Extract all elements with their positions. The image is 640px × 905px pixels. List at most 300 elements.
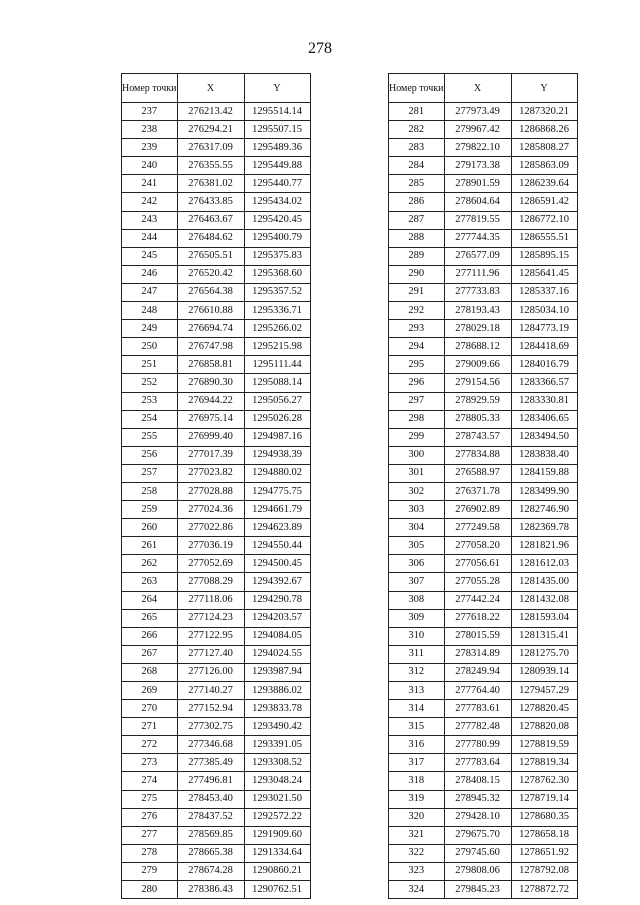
y-coordinate-cell: 1295056.27 (244, 392, 310, 410)
y-coordinate-cell: 1294775.75 (244, 482, 310, 500)
table-row (389, 338, 578, 356)
table-row (122, 501, 311, 519)
y-coordinate-cell: 1278819.59 (511, 736, 577, 754)
point-number-cell: 262 (122, 555, 178, 573)
table-row (389, 175, 578, 193)
point-number-cell: 295 (389, 356, 445, 374)
y-coordinate-cell: 1294084.05 (244, 627, 310, 645)
table-body (389, 103, 578, 899)
y-coordinate-cell: 1295266.02 (244, 320, 310, 338)
x-coordinate-cell: 278945.32 (444, 790, 511, 808)
point-number-cell: 245 (122, 247, 178, 265)
point-number-cell: 270 (122, 700, 178, 718)
x-coordinate-cell: 277783.61 (444, 700, 511, 718)
table-row (389, 283, 578, 301)
table-row (389, 627, 578, 645)
point-number-cell: 287 (389, 211, 445, 229)
point-number-cell: 240 (122, 157, 178, 175)
x-coordinate-cell: 278665.38 (177, 844, 244, 862)
table-row (122, 211, 311, 229)
x-coordinate-cell: 276564.38 (177, 283, 244, 301)
point-number-cell: 320 (389, 808, 445, 826)
point-number-cell: 259 (122, 501, 178, 519)
x-coordinate-cell: 279845.23 (444, 881, 511, 899)
x-coordinate-cell: 276520.42 (177, 265, 244, 283)
x-coordinate-cell: 278029.18 (444, 320, 511, 338)
point-number-cell: 249 (122, 320, 178, 338)
y-coordinate-cell: 1293987.94 (244, 663, 310, 681)
point-number-cell: 324 (389, 881, 445, 899)
x-coordinate-cell: 277744.35 (444, 229, 511, 247)
x-coordinate-cell: 277118.06 (177, 591, 244, 609)
table-row (389, 844, 578, 862)
point-number-cell: 307 (389, 573, 445, 591)
y-coordinate-cell: 1293021.50 (244, 790, 310, 808)
x-coordinate-cell: 277088.29 (177, 573, 244, 591)
x-coordinate-cell: 277124.23 (177, 609, 244, 627)
table-row (389, 392, 578, 410)
x-coordinate-cell: 277023.82 (177, 464, 244, 482)
table-row (389, 718, 578, 736)
y-coordinate-cell: 1283838.40 (511, 446, 577, 464)
y-coordinate-cell: 1295215.98 (244, 338, 310, 356)
table-row (389, 609, 578, 627)
table-row (389, 428, 578, 446)
table-row (122, 718, 311, 736)
x-coordinate-cell: 277126.00 (177, 663, 244, 681)
point-number-cell: 285 (389, 175, 445, 193)
point-number-cell: 315 (389, 718, 445, 736)
y-coordinate-cell: 1281612.03 (511, 555, 577, 573)
y-coordinate-cell: 1295336.71 (244, 302, 310, 320)
table-row (389, 772, 578, 790)
point-number-cell: 243 (122, 211, 178, 229)
table-row (122, 121, 311, 139)
x-coordinate-cell: 279745.60 (444, 844, 511, 862)
y-coordinate-cell: 1293833.78 (244, 700, 310, 718)
y-coordinate-cell: 1291334.64 (244, 844, 310, 862)
table-row (389, 302, 578, 320)
point-number-cell: 239 (122, 139, 178, 157)
point-number-cell: 253 (122, 392, 178, 410)
point-number-cell: 267 (122, 645, 178, 663)
point-number-cell: 260 (122, 519, 178, 537)
x-coordinate-cell: 277973.49 (444, 103, 511, 121)
point-number-cell: 296 (389, 374, 445, 392)
point-number-cell: 257 (122, 464, 178, 482)
point-number-cell: 294 (389, 338, 445, 356)
x-coordinate-cell: 277783.64 (444, 754, 511, 772)
y-coordinate-cell: 1283330.81 (511, 392, 577, 410)
table-row (389, 754, 578, 772)
point-number-cell: 251 (122, 356, 178, 374)
point-number-cell: 263 (122, 573, 178, 591)
table-row (122, 555, 311, 573)
table-row (122, 283, 311, 301)
point-number-cell: 297 (389, 392, 445, 410)
point-number-cell: 317 (389, 754, 445, 772)
point-number-cell: 300 (389, 446, 445, 464)
table-row (122, 229, 311, 247)
y-coordinate-cell: 1285895.15 (511, 247, 577, 265)
table-row (122, 247, 311, 265)
y-coordinate-cell: 1278651.92 (511, 844, 577, 862)
y-coordinate-cell: 1278872.72 (511, 881, 577, 899)
x-coordinate-cell: 277036.19 (177, 537, 244, 555)
table-row (122, 139, 311, 157)
table-row (122, 392, 311, 410)
header-point-number: Номер точки (389, 74, 445, 103)
point-number-cell: 283 (389, 139, 445, 157)
point-number-cell: 306 (389, 555, 445, 573)
table-row (122, 265, 311, 283)
point-number-cell: 293 (389, 320, 445, 338)
point-number-cell: 309 (389, 609, 445, 627)
y-coordinate-cell: 1294938.39 (244, 446, 310, 464)
x-coordinate-cell: 277733.83 (444, 283, 511, 301)
point-number-cell: 271 (122, 718, 178, 736)
x-coordinate-cell: 276588.97 (444, 464, 511, 482)
table-row (122, 790, 311, 808)
x-coordinate-cell: 277249.58 (444, 519, 511, 537)
point-number-cell: 237 (122, 103, 178, 121)
y-coordinate-cell: 1284773.19 (511, 320, 577, 338)
point-number-cell: 244 (122, 229, 178, 247)
x-coordinate-cell: 277442.24 (444, 591, 511, 609)
point-number-cell: 258 (122, 482, 178, 500)
table-row (389, 573, 578, 591)
table-row (389, 320, 578, 338)
x-coordinate-cell: 276944.22 (177, 392, 244, 410)
x-coordinate-cell: 279808.06 (444, 862, 511, 880)
table-row (122, 338, 311, 356)
table-row (122, 754, 311, 772)
x-coordinate-cell: 276484.62 (177, 229, 244, 247)
x-coordinate-cell: 276890.30 (177, 374, 244, 392)
table-row (389, 501, 578, 519)
x-coordinate-cell: 279428.10 (444, 808, 511, 826)
point-number-cell: 247 (122, 283, 178, 301)
x-coordinate-cell: 278569.85 (177, 826, 244, 844)
table-row (122, 627, 311, 645)
table-row (389, 663, 578, 681)
table-row (122, 808, 311, 826)
x-coordinate-cell: 278015.59 (444, 627, 511, 645)
point-number-cell: 254 (122, 410, 178, 428)
x-coordinate-cell: 276505.51 (177, 247, 244, 265)
point-number-cell: 277 (122, 826, 178, 844)
y-coordinate-cell: 1295420.45 (244, 211, 310, 229)
point-number-cell: 322 (389, 844, 445, 862)
point-number-cell: 289 (389, 247, 445, 265)
x-coordinate-cell: 276858.81 (177, 356, 244, 374)
table-row (389, 410, 578, 428)
x-coordinate-cell: 278408.15 (444, 772, 511, 790)
point-number-cell: 319 (389, 790, 445, 808)
point-number-cell: 276 (122, 808, 178, 826)
y-coordinate-cell: 1281821.96 (511, 537, 577, 555)
table-row (122, 157, 311, 175)
x-coordinate-cell: 277111.96 (444, 265, 511, 283)
y-coordinate-cell: 1278658.18 (511, 826, 577, 844)
table-row (389, 446, 578, 464)
coordinates-table-left (121, 73, 311, 899)
x-coordinate-cell: 279173.38 (444, 157, 511, 175)
y-coordinate-cell: 1284159.88 (511, 464, 577, 482)
table-row (389, 157, 578, 175)
y-coordinate-cell: 1286772.10 (511, 211, 577, 229)
y-coordinate-cell: 1283366.57 (511, 374, 577, 392)
table-row (389, 826, 578, 844)
x-coordinate-cell: 277017.39 (177, 446, 244, 464)
x-coordinate-cell: 277152.94 (177, 700, 244, 718)
y-coordinate-cell: 1281435.00 (511, 573, 577, 591)
x-coordinate-cell: 277782.48 (444, 718, 511, 736)
x-coordinate-cell: 276999.40 (177, 428, 244, 446)
y-coordinate-cell: 1278820.08 (511, 718, 577, 736)
x-coordinate-cell: 277302.75 (177, 718, 244, 736)
x-coordinate-cell: 279675.70 (444, 826, 511, 844)
x-coordinate-cell: 277346.68 (177, 736, 244, 754)
header-point-number: Номер точки (122, 74, 178, 103)
x-coordinate-cell: 278604.64 (444, 193, 511, 211)
x-coordinate-cell: 276381.02 (177, 175, 244, 193)
x-coordinate-cell: 278929.59 (444, 392, 511, 410)
x-coordinate-cell: 278805.33 (444, 410, 511, 428)
point-number-cell: 286 (389, 193, 445, 211)
table-row (389, 482, 578, 500)
table-row (122, 482, 311, 500)
y-coordinate-cell: 1292572.22 (244, 808, 310, 826)
table-row (122, 464, 311, 482)
y-coordinate-cell: 1293490.42 (244, 718, 310, 736)
point-number-cell: 310 (389, 627, 445, 645)
x-coordinate-cell: 277780.99 (444, 736, 511, 754)
table-row (389, 193, 578, 211)
point-number-cell: 308 (389, 591, 445, 609)
y-coordinate-cell: 1281593.04 (511, 609, 577, 627)
x-coordinate-cell: 277024.36 (177, 501, 244, 519)
y-coordinate-cell: 1286591.42 (511, 193, 577, 211)
x-coordinate-cell: 276213.42 (177, 103, 244, 121)
point-number-cell: 252 (122, 374, 178, 392)
y-coordinate-cell: 1295357.52 (244, 283, 310, 301)
y-coordinate-cell: 1295400.79 (244, 229, 310, 247)
y-coordinate-cell: 1285863.09 (511, 157, 577, 175)
table-header-row (389, 74, 578, 103)
point-number-cell: 273 (122, 754, 178, 772)
table-row (122, 519, 311, 537)
y-coordinate-cell: 1295514.14 (244, 103, 310, 121)
y-coordinate-cell: 1294392.67 (244, 573, 310, 591)
y-coordinate-cell: 1286868.26 (511, 121, 577, 139)
table-row (389, 537, 578, 555)
table-row (389, 808, 578, 826)
x-coordinate-cell: 277055.28 (444, 573, 511, 591)
y-coordinate-cell: 1295368.60 (244, 265, 310, 283)
y-coordinate-cell: 1284418.69 (511, 338, 577, 356)
table-row (122, 537, 311, 555)
y-coordinate-cell: 1283499.90 (511, 482, 577, 500)
y-coordinate-cell: 1291909.60 (244, 826, 310, 844)
x-coordinate-cell: 278386.43 (177, 881, 244, 899)
page-number: 278 (308, 40, 332, 57)
x-coordinate-cell: 278743.57 (444, 428, 511, 446)
point-number-cell: 265 (122, 609, 178, 627)
y-coordinate-cell: 1281275.70 (511, 645, 577, 663)
table-row (389, 645, 578, 663)
point-number-cell: 274 (122, 772, 178, 790)
table-row (389, 881, 578, 899)
y-coordinate-cell: 1294550.44 (244, 537, 310, 555)
table-row (122, 645, 311, 663)
y-coordinate-cell: 1287320.21 (511, 103, 577, 121)
y-coordinate-cell: 1284016.79 (511, 356, 577, 374)
x-coordinate-cell: 276294.21 (177, 121, 244, 139)
y-coordinate-cell: 1293886.02 (244, 682, 310, 700)
y-coordinate-cell: 1285641.45 (511, 265, 577, 283)
x-coordinate-cell: 277052.69 (177, 555, 244, 573)
point-number-cell: 284 (389, 157, 445, 175)
x-coordinate-cell: 277028.88 (177, 482, 244, 500)
table-row (122, 175, 311, 193)
y-coordinate-cell: 1281315.41 (511, 627, 577, 645)
table-row (122, 356, 311, 374)
point-number-cell: 250 (122, 338, 178, 356)
header-x: X (177, 74, 244, 103)
point-number-cell: 314 (389, 700, 445, 718)
header-y: Y (244, 74, 310, 103)
point-number-cell: 288 (389, 229, 445, 247)
y-coordinate-cell: 1294203.57 (244, 609, 310, 627)
y-coordinate-cell: 1286239.64 (511, 175, 577, 193)
y-coordinate-cell: 1280939.14 (511, 663, 577, 681)
table-row (389, 682, 578, 700)
table-row (122, 682, 311, 700)
x-coordinate-cell: 276694.74 (177, 320, 244, 338)
table-row (122, 573, 311, 591)
y-coordinate-cell: 1278719.14 (511, 790, 577, 808)
y-coordinate-cell: 1283406.65 (511, 410, 577, 428)
table-row (389, 121, 578, 139)
point-number-cell: 269 (122, 682, 178, 700)
x-coordinate-cell: 277496.81 (177, 772, 244, 790)
table-row (389, 103, 578, 121)
x-coordinate-cell: 276463.67 (177, 211, 244, 229)
point-number-cell: 292 (389, 302, 445, 320)
y-coordinate-cell: 1278792.08 (511, 862, 577, 880)
x-coordinate-cell: 278249.94 (444, 663, 511, 681)
y-coordinate-cell: 1295026.28 (244, 410, 310, 428)
x-coordinate-cell: 277122.95 (177, 627, 244, 645)
y-coordinate-cell: 1282369.78 (511, 519, 577, 537)
table-row (122, 446, 311, 464)
y-coordinate-cell: 1295489.36 (244, 139, 310, 157)
y-coordinate-cell: 1279457.29 (511, 682, 577, 700)
table-row (389, 591, 578, 609)
table-row (389, 862, 578, 880)
x-coordinate-cell: 276610.88 (177, 302, 244, 320)
table-row (389, 247, 578, 265)
point-number-cell: 312 (389, 663, 445, 681)
table-row (389, 139, 578, 157)
y-coordinate-cell: 1285034.10 (511, 302, 577, 320)
table-row (122, 428, 311, 446)
point-number-cell: 323 (389, 862, 445, 880)
table-row (389, 555, 578, 573)
table-row (389, 519, 578, 537)
y-coordinate-cell: 1293391.05 (244, 736, 310, 754)
table-row (122, 609, 311, 627)
point-number-cell: 238 (122, 121, 178, 139)
x-coordinate-cell: 277022.86 (177, 519, 244, 537)
y-coordinate-cell: 1295434.02 (244, 193, 310, 211)
y-coordinate-cell: 1278819.34 (511, 754, 577, 772)
table-row (122, 103, 311, 121)
y-coordinate-cell: 1285337.16 (511, 283, 577, 301)
table-row (122, 844, 311, 862)
table-row (122, 193, 311, 211)
point-number-cell: 298 (389, 410, 445, 428)
coordinates-table-right (388, 73, 578, 899)
y-coordinate-cell: 1295507.15 (244, 121, 310, 139)
table-row (122, 736, 311, 754)
x-coordinate-cell: 276577.09 (444, 247, 511, 265)
point-number-cell: 266 (122, 627, 178, 645)
point-number-cell: 281 (389, 103, 445, 121)
x-coordinate-cell: 278437.52 (177, 808, 244, 826)
table-row (389, 464, 578, 482)
table-row (122, 881, 311, 899)
x-coordinate-cell: 278674.28 (177, 862, 244, 880)
point-number-cell: 290 (389, 265, 445, 283)
x-coordinate-cell: 277385.49 (177, 754, 244, 772)
point-number-cell: 248 (122, 302, 178, 320)
x-coordinate-cell: 277140.27 (177, 682, 244, 700)
point-number-cell: 303 (389, 501, 445, 519)
table-row (122, 826, 311, 844)
table-row (122, 862, 311, 880)
y-coordinate-cell: 1295111.44 (244, 356, 310, 374)
table-row (389, 736, 578, 754)
x-coordinate-cell: 277819.55 (444, 211, 511, 229)
x-coordinate-cell: 277834.88 (444, 446, 511, 464)
table-row (389, 356, 578, 374)
y-coordinate-cell: 1295088.14 (244, 374, 310, 392)
table-row (122, 374, 311, 392)
x-coordinate-cell: 278688.12 (444, 338, 511, 356)
point-number-cell: 278 (122, 844, 178, 862)
y-coordinate-cell: 1294661.79 (244, 501, 310, 519)
y-coordinate-cell: 1290860.21 (244, 862, 310, 880)
y-coordinate-cell: 1278820.45 (511, 700, 577, 718)
point-number-cell: 280 (122, 881, 178, 899)
y-coordinate-cell: 1295449.88 (244, 157, 310, 175)
point-number-cell: 316 (389, 736, 445, 754)
table-row (122, 410, 311, 428)
point-number-cell: 272 (122, 736, 178, 754)
x-coordinate-cell: 276902.89 (444, 501, 511, 519)
point-number-cell: 301 (389, 464, 445, 482)
y-coordinate-cell: 1281432.08 (511, 591, 577, 609)
y-coordinate-cell: 1294024.55 (244, 645, 310, 663)
y-coordinate-cell: 1294500.45 (244, 555, 310, 573)
point-number-cell: 241 (122, 175, 178, 193)
point-number-cell: 255 (122, 428, 178, 446)
point-number-cell: 256 (122, 446, 178, 464)
point-number-cell: 313 (389, 682, 445, 700)
y-coordinate-cell: 1294290.78 (244, 591, 310, 609)
